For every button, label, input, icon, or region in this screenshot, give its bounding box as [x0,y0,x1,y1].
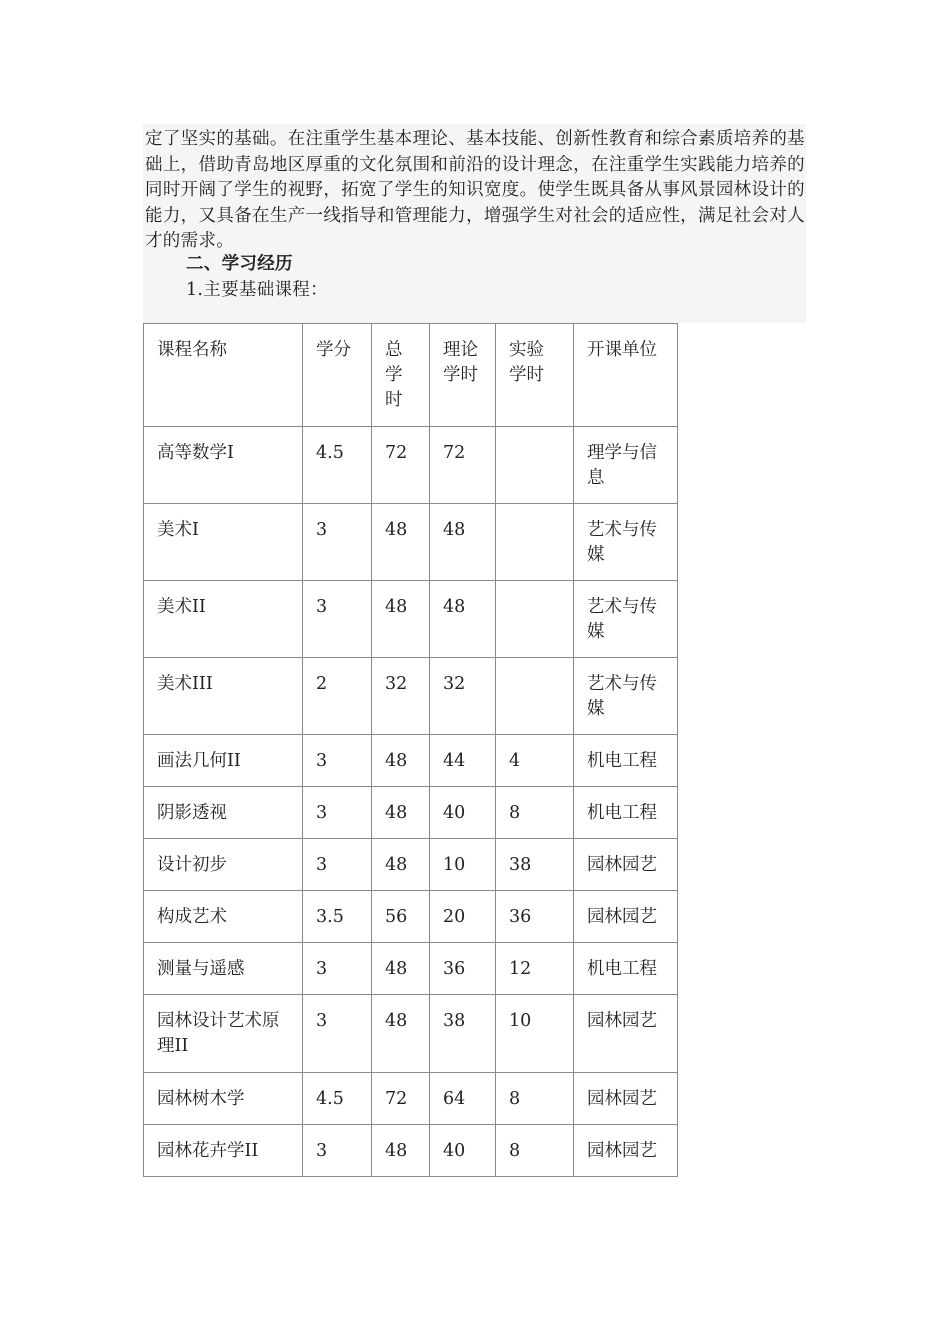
cell-department: 园林园艺 [574,891,678,943]
cell-lab-hours: 4 [496,735,574,787]
cell-course-name: 园林树木学 [144,1073,303,1125]
cell-course-name: 阴影透视 [144,787,303,839]
cell-theory-hours: 40 [430,787,496,839]
table-row [144,891,678,943]
header-department: 开课单位 [574,324,678,427]
header-lab-hours: 实验学时 [496,324,574,427]
cell-course-name: 美术Ⅰ [144,504,303,581]
cell-credits: 3 [303,581,372,658]
header-theory-hours: 理论学时 [430,324,496,427]
cell-course-name: 美术III [144,658,303,735]
table-row [144,427,678,504]
intro-paragraph: 定了坚实的基础。在注重学生基本理论、基本技能、创新性教育和综合素质培养的基础上，借助青岛地区厚重的文化氛围和前沿的设计理念，在注重学生实践能力培养的同时开阔了学生的视野，拓宽了学生的知识宽度。使学生既具备从事风景园林设计的能力，又具备在生产一线指导和管理能力，增强学生对社会的适应性，满足社会对人才的需求。 [145,129,805,251]
cell-department: 艺术与传媒 [574,504,678,581]
cell-department: 机电工程 [574,943,678,995]
cell-lab-hours [496,658,574,735]
cell-total-hours: 48 [372,581,430,658]
cell-total-hours: 48 [372,735,430,787]
table-row [144,658,678,735]
cell-credits: 4.5 [303,427,372,504]
cell-department: 理学与信息 [574,427,678,504]
cell-course-name: 构成艺术 [144,891,303,943]
cell-theory-hours: 32 [430,658,496,735]
cell-total-hours: 48 [372,839,430,891]
section-heading: 二、学习经历 [186,254,293,274]
table-row [144,581,678,658]
cell-department: 园林园艺 [574,995,678,1073]
table-row [144,943,678,995]
cell-credits: 3 [303,787,372,839]
cell-theory-hours: 48 [430,581,496,658]
cell-department: 园林园艺 [574,839,678,891]
cell-lab-hours [496,504,574,581]
cell-lab-hours: 38 [496,839,574,891]
table-row [144,839,678,891]
table-row [144,787,678,839]
cell-total-hours: 48 [372,943,430,995]
cell-theory-hours: 64 [430,1073,496,1125]
cell-department: 机电工程 [574,735,678,787]
cell-department: 艺术与传媒 [574,581,678,658]
table-body [144,427,678,1177]
cell-total-hours: 56 [372,891,430,943]
cell-credits: 3 [303,1125,372,1177]
cell-course-name: 测量与遥感 [144,943,303,995]
course-table [143,323,678,1177]
cell-credits: 3.5 [303,891,372,943]
cell-total-hours: 32 [372,658,430,735]
cell-lab-hours: 8 [496,1125,574,1177]
cell-credits: 3 [303,995,372,1073]
cell-credits: 4.5 [303,1073,372,1125]
cell-department: 园林园艺 [574,1073,678,1125]
cell-theory-hours: 44 [430,735,496,787]
cell-course-name: 园林花卉学II [144,1125,303,1177]
cell-theory-hours: 48 [430,504,496,581]
cell-theory-hours: 36 [430,943,496,995]
cell-credits: 2 [303,658,372,735]
header-course-name: 课程名称 [144,324,303,427]
cell-lab-hours: 8 [496,787,574,839]
subheading: 1.主要基础课程： [186,280,328,300]
cell-credits: 3 [303,735,372,787]
cell-course-name: 高等数学Ⅰ [144,427,303,504]
cell-total-hours: 48 [372,504,430,581]
cell-theory-hours: 10 [430,839,496,891]
cell-credits: 3 [303,839,372,891]
cell-credits: 3 [303,943,372,995]
cell-theory-hours: 72 [430,427,496,504]
cell-total-hours: 72 [372,1073,430,1125]
header-total-hours: 总学时 [372,324,430,427]
cell-course-name: 园林设计艺术原理II [144,995,303,1073]
cell-total-hours: 48 [372,1125,430,1177]
table-row [144,995,678,1073]
table-row [144,504,678,581]
cell-course-name: 画法几何II [144,735,303,787]
cell-department: 艺术与传媒 [574,658,678,735]
cell-course-name: 美术II [144,581,303,658]
cell-department: 机电工程 [574,787,678,839]
cell-lab-hours: 10 [496,995,574,1073]
cell-lab-hours [496,427,574,504]
cell-course-name: 设计初步 [144,839,303,891]
table-row [144,735,678,787]
cell-theory-hours: 38 [430,995,496,1073]
table-header-row [144,324,678,427]
table-row [144,1073,678,1125]
cell-department: 园林园艺 [574,1125,678,1177]
header-credits: 学分 [303,324,372,427]
cell-total-hours: 48 [372,787,430,839]
cell-lab-hours [496,581,574,658]
cell-lab-hours: 12 [496,943,574,995]
cell-lab-hours: 36 [496,891,574,943]
cell-theory-hours: 40 [430,1125,496,1177]
cell-total-hours: 48 [372,995,430,1073]
table-row [144,1125,678,1177]
cell-theory-hours: 20 [430,891,496,943]
cell-total-hours: 72 [372,427,430,504]
cell-lab-hours: 8 [496,1073,574,1125]
cell-credits: 3 [303,504,372,581]
